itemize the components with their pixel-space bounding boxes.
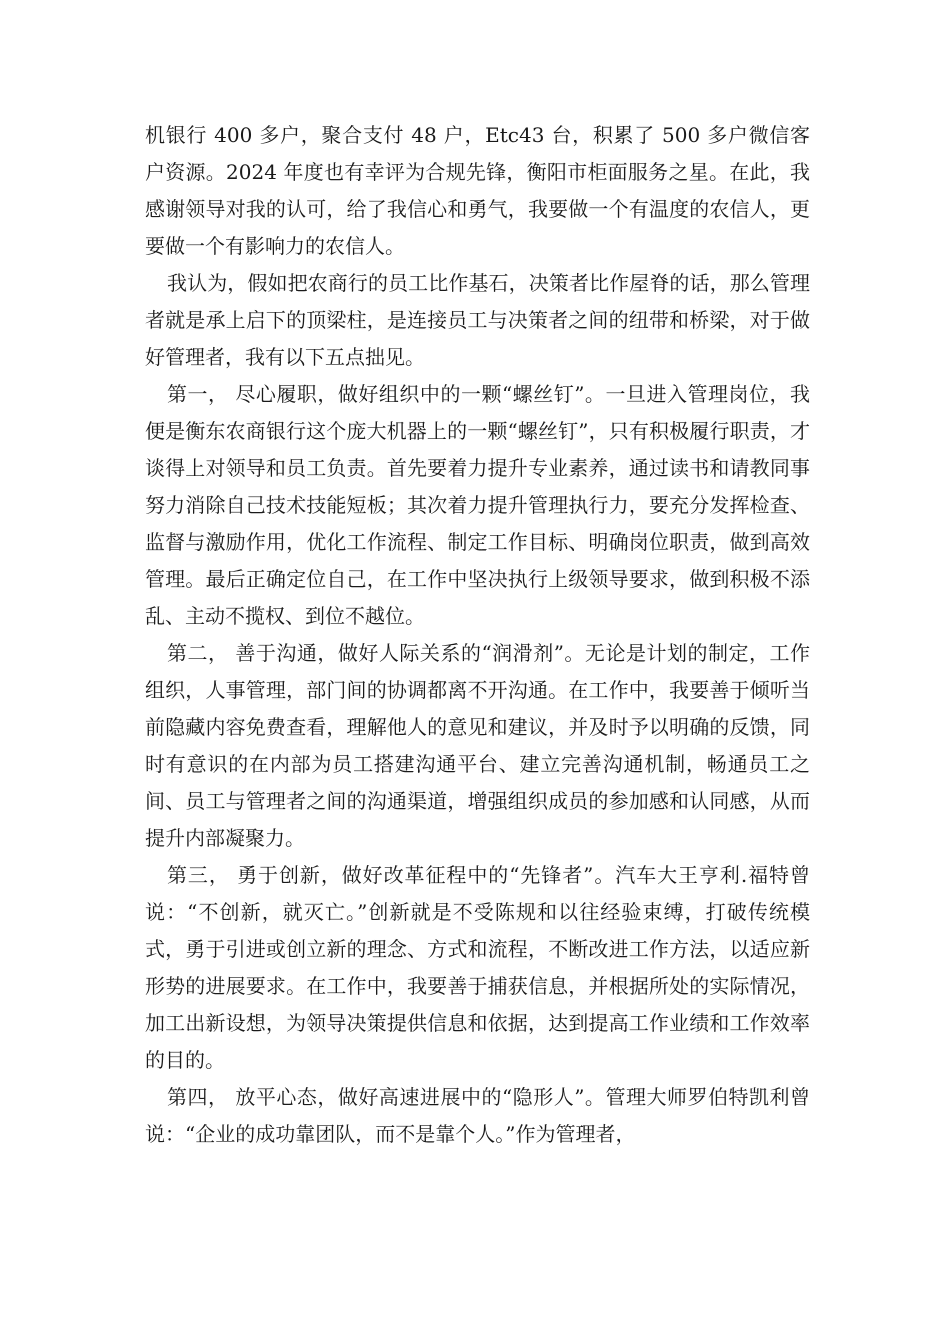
paragraph-continuation: 机银行 400 多户，聚合支付 48 户，Etc43 台，积累了 500 多户微信客户资源。2024 年度也有幸评为合规先锋，衡阳市柜面服务之星。在此，我感谢领导对我的认可，给了我信心和勇气，我要做一个有温度的农信人，更要做一个有影响力的农信人。: [145, 123, 810, 258]
paragraph-point-three: 第三， 勇于创新，做好改革征程中的“先锋者”。汽车大王亨利.福特曾说：“不创新，就灭亡。”创新就是不受陈规和以往经验束缚，打破传统模式，勇于引进或创立新的理念、方式和流程，不断改进工作方法，以适应新形势的进展要求。在工作中，我要善于捕获信息，并根据所处的实际情况，加工出新设想，为领导决策提供信息和依据，达到提高工作业绩和工作效率的目的。: [145, 863, 810, 1072]
paragraph-intro: 我认为，假如把农商行的员工比作基石，决策者比作屋脊的话，那么管理者就是承上启下的顶梁柱，是连接员工与决策者之间的纽带和桥梁，对于做好管理者，我有以下五点拙见。: [145, 271, 810, 369]
document-body: [145, 117, 810, 1153]
paragraph-point-one: 第一， 尽心履职，做好组织中的一颗“螺丝钉”。一旦进入管理岗位，我便是衡东农商银行这个庞大机器上的一颗“螺丝钉”，只有积极履行职责，才谈得上对领导和员工负责。首先要着力提升专业素养，通过读书和请教同事努力消除自己技术技能短板；其次着力提升管理执行力，要充分发挥检查、监督与激励作用，优化工作流程、制定工作目标、明确岗位职责，做到高效管理。最后正确定位自己，在工作中坚决执行上级领导要求，做到积极不添乱、主动不揽权、到位不越位。: [145, 382, 810, 628]
paragraph-point-two: 第二， 善于沟通，做好人际关系的“润滑剂”。无论是计划的制定，工作组织，人事管理，部门间的协调都离不开沟通。在工作中，我要善于倾听当前隐藏内容免费查看，理解他人的意见和建议，并及时予以明确的反馈，同时有意识的在内部为员工搭建沟通平台、建立完善沟通机制，畅通员工之间、员工与管理者之间的沟通渠道，增强组织成员的参加感和认同感，从而提升内部凝聚力。: [145, 641, 810, 850]
paragraph-point-four: 第四， 放平心态，做好高速进展中的“隐形人”。管理大师罗伯特凯利曾说：“企业的成功靠团队，而不是靠个人。”作为管理者，: [145, 1085, 810, 1146]
